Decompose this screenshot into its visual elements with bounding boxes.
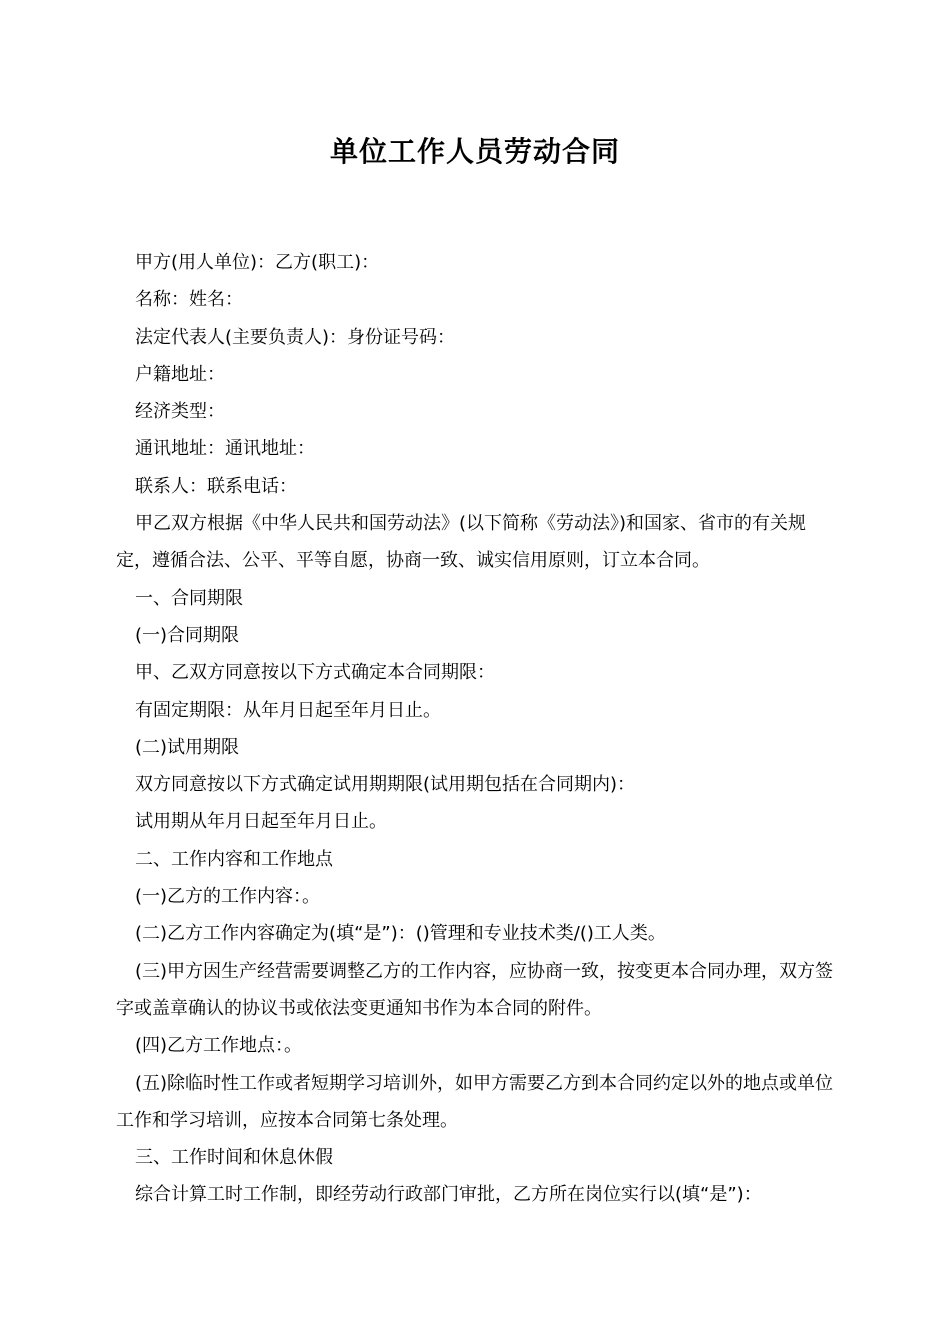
hours-system-line: 综合计算工时工作制，即经劳动行政部门审批，乙方所在岗位实行以(填“是”)：	[135, 1184, 762, 1206]
subsection-contract-term: (一)合同期限	[135, 624, 240, 646]
work-content-line: (一)乙方的工作内容：。	[135, 886, 321, 908]
household-address-line: 户籍地址：	[135, 363, 225, 385]
probation-period-line: 试用期从年月日起至年月日止。	[135, 811, 387, 833]
legal-representative-line: 法定代表人(主要负责人)：身份证号码：	[135, 326, 456, 348]
section-heading-work: 二、工作内容和工作地点	[135, 848, 333, 870]
fixed-term-line: 有固定期限：从年月日起至年月日止。	[135, 699, 441, 721]
section-heading-hours: 三、工作时间和休息休假	[135, 1147, 333, 1169]
subsection-probation: (二)试用期限	[135, 736, 240, 758]
mailing-address-line: 通讯地址：通讯地址：	[135, 438, 315, 460]
preamble-paragraph: 甲乙双方根据《中华人民共和国劳动法》(以下简称《劳动法》)和国家、省市的有关规定，遵循合法、公平、平等自愿，协商一致、诚实信用原则，订立本合同。	[116, 513, 807, 572]
work-category-line: (二)乙方工作内容确定为(填“是”)：()管理和专业技术类/()工人类。	[135, 923, 666, 945]
work-location-line: (四)乙方工作地点：。	[135, 1035, 303, 1057]
document-body	[116, 244, 838, 1214]
probation-agreement-line: 双方同意按以下方式确定试用期期限(试用期包括在合同期内)：	[135, 774, 636, 796]
document-title: 单位工作人员劳动合同	[329, 135, 620, 168]
name-line: 名称：姓名：	[135, 289, 243, 311]
contact-line: 联系人：联系电话：	[135, 475, 297, 497]
work-adjustment-paragraph: (三)甲方因生产经营需要调整乙方的工作内容，应协商一致，按变更本合同办理，双方签字或盖章确认的协议书或依法变更通知书作为本合同的附件。	[116, 960, 834, 1019]
section-heading-term: 一、合同期限	[135, 587, 243, 609]
offsite-work-paragraph: (五)除临时性工作或者短期学习培训外，如甲方需要乙方到本合同约定以外的地点或单位工作和学习培训，应按本合同第七条处理。	[116, 1072, 834, 1131]
economic-type-line: 经济类型：	[135, 401, 225, 423]
term-agreement-line: 甲、乙双方同意按以下方式确定本合同期限：	[135, 662, 495, 684]
party-header-line: 甲方(用人单位)：乙方(职工)：	[135, 252, 380, 273]
